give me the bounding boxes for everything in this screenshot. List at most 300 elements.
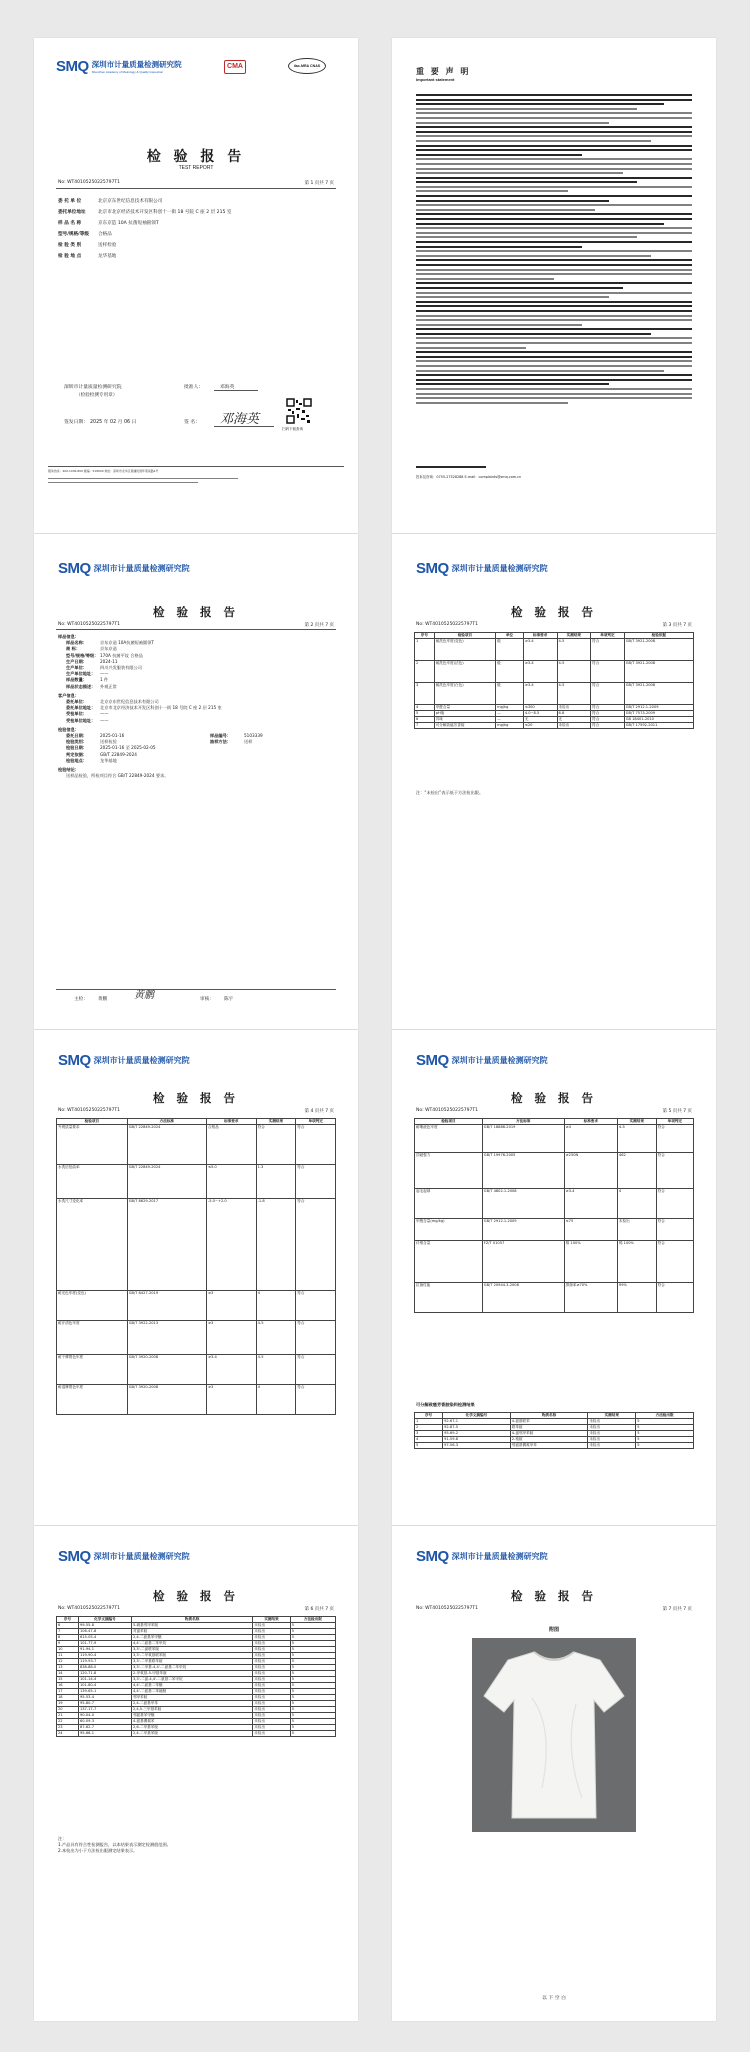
lab-seal-label: （检验检测专用章） [76, 393, 118, 398]
table-cell: ≥3-4 [523, 683, 557, 705]
table-cell: 邻氨基偶氮甲苯 [510, 1443, 588, 1449]
table-cell: 符合 [296, 1385, 336, 1415]
table-cell: GB/T 22849-2024 [127, 1165, 206, 1199]
table-cell: 5 [636, 1443, 694, 1449]
table-row [415, 1443, 694, 1449]
table-cell: GB/T 3920-2008 [127, 1385, 206, 1415]
table-cell: 4,4'-二氨基二苯甲烷 [131, 1641, 252, 1647]
table-cell: 91-59-8 [443, 1437, 511, 1443]
table-cell: 邻氨基苯甲醚 [131, 1713, 252, 1719]
table-cell: 137-17-7 [78, 1707, 131, 1713]
smq-logo-text: SMQ [56, 58, 89, 75]
org-logo: SMQ 深圳市计量质量检测研究院 [416, 560, 548, 577]
table-header-cell: 实测结果 [588, 1413, 636, 1419]
table-cell: 5 [290, 1731, 335, 1737]
table-cell: 符合 [591, 711, 625, 717]
field-value: 龙华基地 [98, 254, 117, 259]
table-cell: 3 [415, 683, 435, 705]
qr-code[interactable] [286, 398, 312, 424]
table-row [415, 1125, 694, 1153]
page-number: 第 1 页共 7 页 [304, 181, 334, 186]
table-cell: 2 [415, 661, 435, 683]
table-cell: 5 [290, 1689, 335, 1695]
table-cell: 未检出 [253, 1719, 290, 1725]
cover-fields [58, 196, 338, 262]
table-row [57, 1355, 336, 1385]
table-cell: ≤5.0 [206, 1165, 256, 1199]
table-cell: ≥3-4 [206, 1355, 256, 1385]
table-cell: 95-68-1 [78, 1731, 131, 1737]
amine-table [56, 1616, 336, 1737]
table-cell: 5-硝基邻甲苯胺 [131, 1623, 252, 1629]
table-cell: GB/T 3921-2008 [624, 683, 693, 705]
table-row [415, 1283, 694, 1313]
table-cell: 2-萘胺 [510, 1437, 588, 1443]
table-cell: 97-56-3 [443, 1443, 511, 1449]
table-cell: 4 [415, 705, 435, 711]
table-cell: 符合 [656, 1283, 693, 1313]
page-number: 第 2 页共 7 页 [304, 623, 334, 628]
table-cell: 1 [415, 1419, 443, 1425]
table-cell: ≥3-4 [523, 661, 557, 683]
table-header-cell: 单项判定 [591, 633, 625, 639]
table-cell: 未检出 [253, 1653, 290, 1659]
table-cell: 4,4'-二氨基二苯醚 [131, 1683, 252, 1689]
table-cell: 符合 [656, 1219, 693, 1241]
table-cell: 水洗尺寸变化率 [57, 1199, 128, 1291]
table-cell: 6 [415, 717, 435, 723]
table-cell: 未检出 [253, 1647, 290, 1653]
table-cell: 3,3'-二甲基联苯胺 [131, 1659, 252, 1665]
table-header-cell: 标准要求 [564, 1119, 617, 1125]
table-cell: 2,4-二氨基苯甲醚 [131, 1635, 252, 1641]
table-cell: 顶破强力 [415, 1153, 483, 1189]
table-cell: 5 [290, 1653, 335, 1659]
table-cell: 4 [256, 1291, 296, 1321]
table-cell: 未检出 [588, 1443, 636, 1449]
issue-date-label: 签发日期： [64, 420, 88, 425]
table-cell: 3,3'-二氯联苯胺 [131, 1647, 252, 1653]
table-cell: 5 [415, 1443, 443, 1449]
table-cell: 无 [557, 717, 591, 723]
table-cell: 24 [57, 1731, 79, 1737]
table-cell: 17 [57, 1689, 79, 1695]
field-value: 京东京造 10A 抗菌短袖圆领T [98, 221, 159, 226]
field-label: 检 验 类 别 [58, 243, 82, 248]
table-cell: 耐湿摩擦色牢度 [57, 1385, 128, 1415]
report-title: 检 验 报 告 [510, 1091, 597, 1105]
table-cell: ≤300 [523, 705, 557, 711]
sample-photo [472, 1638, 636, 1832]
table-cell: 5 [290, 1719, 335, 1725]
table-cell: 未检出 [253, 1689, 290, 1695]
table-cell: 耐唾液色牢度 [415, 1125, 483, 1153]
table-row [415, 1219, 694, 1241]
table-cell: 4-5 [557, 639, 591, 661]
table-cell: 23 [57, 1725, 79, 1731]
report-meta [58, 180, 334, 186]
table-cell: 5 [290, 1671, 335, 1677]
table-header-cell: 检验项目 [434, 633, 495, 639]
statement-contact: 投诉及咨询：0755-27528288 E-mail：complaints@smq.com.cn [416, 475, 522, 479]
cma-mark: CMA [224, 60, 246, 74]
results-table [414, 632, 694, 729]
prepared-name: 黄鹏 [98, 997, 108, 1002]
table-row [57, 1385, 336, 1415]
table-cell: 5 [636, 1425, 694, 1431]
table-cell: GB/T 3921-2008 [624, 639, 693, 661]
field-value: 北京市北京经济技术开发区科创十一街 18 号院 C 座 2 层 215 室 [98, 210, 232, 215]
report-title-en: TEST REPORT [178, 165, 214, 171]
table-cell: 异味 [434, 717, 495, 723]
signature: 邓海英 [220, 412, 260, 427]
table-cell: ≥250N [564, 1153, 617, 1189]
table-cell: 对氯苯胺 [131, 1629, 252, 1635]
table-cell: 99% [617, 1283, 656, 1313]
prepared-label: 主检： [74, 997, 88, 1002]
table-cell: 119-90-4 [78, 1653, 131, 1659]
table-cell: 6 [57, 1623, 79, 1629]
table-cell: -1.8 [256, 1199, 296, 1291]
sign-label: 签 名： [184, 420, 200, 425]
table-cell: 13 [57, 1665, 79, 1671]
table-cell: 未检出 [588, 1419, 636, 1425]
report-page-results-1: SMQ 深圳市计量质量检测研究院 检 验 报 告 No: WT40105250225797T1 第 3 页共 7 页 序号 检验项目 单位 标准要求 实测结果 单项判定 检验依据 1 耐洗色牢度(变色) 级 ≥3-4 4-5 符合 GB/T 3921-2008 2 耐洗色牢度(沾色) 级 ≥3-4 4-5 符合 GB/T 3921-2008 3 耐洗色牢度(白色) 级 ≥3-4 4-5 符合 GB/T 3921-2008 4 甲醛含量 mg/kg ≤300 未检出 符合 GB/T 2912.1-2009 5 pH值 — 4.0~8.5 6.8 符合 GB/T 7573-2009 6 异味 — 无 无 符合 GB 18401-2010 7 可分解致癌芳香胺 mg/kg ≤20 未检出 符合 GB/T 17592-2011 注：“未检出”表示低于方法检出限。 [392, 534, 716, 1029]
table-cell: 未检出 [253, 1731, 290, 1737]
table-header-cell: 实测结果 [256, 1119, 296, 1125]
table-cell: 合格品 [206, 1125, 256, 1165]
table-cell: 符合 [656, 1125, 693, 1153]
table-row [415, 661, 694, 683]
field-value: 合格品 [98, 232, 112, 237]
table-header-cell: 方法检出限 [290, 1617, 335, 1623]
table-cell: 无 [523, 717, 557, 723]
table-cell: 99-55-8 [78, 1623, 131, 1629]
table-cell: ≥3 [206, 1321, 256, 1355]
table-cell: GB/T 2912.1-2009 [624, 705, 693, 711]
table-cell: 4.0~8.5 [523, 711, 557, 717]
table-cell: 2,4-二氨基甲苯 [131, 1701, 252, 1707]
table-cell: 未检出 [253, 1683, 290, 1689]
table-cell: ≥4 [564, 1125, 617, 1153]
report-page-results-2: SMQ 深圳市计量质量检测研究院 检 验 报 告 No: WT40105250225797T1 第 4 页共 7 页 检验项目 方法标准 标准要求 实测结果 单项判定 外观质量要求 GB/T 22849-2024 合格品 符合 符合 水洗后扭曲率 GB/T 22849-2024 ≤5.0 1.3 符合 水洗尺寸变化率 GB/T 8629-2017 -5.0~+2.0 -1.8 符合 耐光色牢度(变色) GB/T 8427-2019 ≥3 4 符合 耐汗渍色牢度 GB/T 3922-2013 ≥3 4-5 符合 耐干摩擦色牢度 GB/T 3920-2008 ≥3-4 4-5 符合 耐湿摩擦色牢度 GB/T 3920-2008 ≥3 4 符合 [34, 1030, 358, 1525]
field-label: 检 验 地 点 [58, 254, 82, 259]
table-cell: 106-47-8 [78, 1629, 131, 1635]
table-header-cell: 序号 [57, 1617, 79, 1623]
report-title: 检 验 报 告 [510, 1589, 597, 1603]
table-row [57, 1199, 336, 1291]
prepared-signature: 黄鹏 [134, 990, 154, 1001]
table-header-cell: 化学文摘编号 [78, 1617, 131, 1623]
table-cell: 耐光色牢度(变色) [57, 1291, 128, 1321]
table-header-cell: 序号 [415, 633, 435, 639]
field-label: 样 品 名 称 [58, 221, 82, 226]
table-cell: 5 [290, 1677, 335, 1683]
table-cell: 棉 100% [564, 1241, 617, 1283]
table-cell: 101-80-4 [78, 1683, 131, 1689]
table-cell: 符合 [296, 1291, 336, 1321]
table-cell: 16 [57, 1683, 79, 1689]
table-header-cell: 检验项目 [415, 1119, 483, 1125]
table-cell: 2,4-二甲基苯胺 [131, 1731, 252, 1737]
table-cell: 15 [57, 1677, 79, 1683]
table-cell: 耐汗渍色牢度 [57, 1321, 128, 1355]
table-cell: 抗菌性能 [415, 1283, 483, 1313]
report-title: 检 验 报 告 [152, 605, 239, 619]
table-cell: 5 [290, 1725, 335, 1731]
sample-info: 样品信息： 样品名称： 京东京造 10A抗菌短袖圆领T 商 标： 京东京造 型号/规格/等级： 170A 抗菌平纹 合格品 生产日期： 2024-11 生产单位： 四川兴发服装有限公司 生产单位地址： —— 样品数量： 1 件 样品状态描述： 外观正常 客户信息： 委托单位： 北京京东世纪信息技术有限公司 委托单位地址： 北京市北京经济技术开发区科创十一街 18 号院 C 座 2 层 215 室 受检单位： —— 受检单位地址： —— 检验信息： 委托日期： 2025-01-16 样品编号： 5103339 检验类别： 送样检验 抽样方法： 送样 检验日期： 2025-01-16 至 2025-02-05 判定依据： GB/T 22849-2024 检验地点： 龙华基地 检验结论： 送样品检验，所检项目符合 GB/T 22849-2024 要求。 [58, 634, 334, 779]
table-cell: 符合 [656, 1153, 693, 1189]
table-cell: 5 [290, 1659, 335, 1665]
report-number: No: WT40105250225797T1 [58, 622, 120, 627]
table-cell: 未检出 [253, 1665, 290, 1671]
table-cell: 耐干摩擦色牢度 [57, 1355, 128, 1385]
table-cell: ≤75 [564, 1219, 617, 1241]
table-cell: 120-71-8 [78, 1671, 131, 1677]
org-logo: SMQ 深圳市计量质量检测研究院 [416, 1052, 548, 1069]
org-name-en: Shenzhen Academy of Metrology & Quality Inspection [91, 70, 164, 74]
photo-title: 附图 [548, 1627, 559, 1633]
table-cell: 未检出 [588, 1425, 636, 1431]
statement-title-en: Important statement [416, 77, 455, 82]
table-cell: 未检出 [253, 1725, 290, 1731]
table-cell: 11 [57, 1653, 79, 1659]
table-cell: 符合 [591, 717, 625, 723]
table-cell: 符合 [591, 639, 625, 661]
amine-table-title: 可分解致癌芳香胺染料检测结果 [416, 1402, 475, 1407]
table-cell: 2,6-二甲基苯胺 [131, 1725, 252, 1731]
table-header-cell: 物质名称 [131, 1617, 252, 1623]
table-cell: 90-04-0 [78, 1713, 131, 1719]
table-cell: GB/T 7573-2009 [624, 711, 693, 717]
table-cell: 耐洗色牢度(沾色) [434, 661, 495, 683]
table-cell: 18 [57, 1695, 79, 1701]
org-logo: SMQ 深圳市计量质量检测研究院 [58, 1548, 190, 1565]
table-cell: 未检出 [253, 1641, 290, 1647]
table-cell: 未检出 [588, 1437, 636, 1443]
table-cell: 2-甲氧基-5-甲基苯胺 [131, 1671, 252, 1677]
table-header-cell: 单项判定 [656, 1119, 693, 1125]
table-cell: 7 [415, 723, 435, 729]
table-cell: 9 [57, 1641, 79, 1647]
table-header-cell: 实测结果 [557, 633, 591, 639]
table-header-cell: 单位 [496, 633, 524, 639]
table-cell: 符合 [296, 1165, 336, 1199]
table-row [57, 1165, 336, 1199]
field-label: 型号/规格/等级 [58, 232, 89, 237]
table-cell: GB/T 3921-2008 [624, 661, 693, 683]
table-header-cell: 方法标准 [482, 1119, 564, 1125]
table-cell: 1.3 [256, 1165, 296, 1199]
table-cell: 未检出 [557, 705, 591, 711]
tshirt-image [472, 1638, 636, 1832]
results-table [56, 1118, 336, 1415]
table-cell: 未检出 [253, 1707, 290, 1713]
table-cell: 符合 [656, 1241, 693, 1283]
table-cell: 5 [290, 1713, 335, 1719]
table-cell: 60-09-3 [78, 1719, 131, 1725]
table-cell: pH值 [434, 711, 495, 717]
table-cell: 外观质量要求 [57, 1125, 128, 1165]
table-cell: 5 [290, 1707, 335, 1713]
table-cell: 5 [290, 1665, 335, 1671]
table-cell: GB/T 4802.1-2008 [482, 1189, 564, 1219]
table-cell: GB/T 18886-2019 [482, 1125, 564, 1153]
table-cell: ≥3 [206, 1385, 256, 1415]
table-cell: 4-5 [557, 661, 591, 683]
table-cell: 未检出 [253, 1671, 290, 1677]
table-cell: 4-5 [557, 683, 591, 705]
table-cell: 4-氨基偶氮苯 [131, 1719, 252, 1725]
table-cell: 119-93-7 [78, 1659, 131, 1665]
report-page-results-3: SMQ 深圳市计量质量检测研究院 检 验 报 告 No: WT40105250225797T1 第 5 页共 7 页 检验项目 方法标准 标准要求 实测结果 单项判定 耐唾液色牢度 GB/T 18886-2019 ≥4 4-5 符合 顶破强力 GB/T 19976-2005 ≥250N 462 符合 起毛起球 GB/T 4802.1-2008 ≥3-4 4 符合 甲醛含量(mg/kg) GB/T 2912.1-2009 ≤75 未检出 符合 纤维含量 FZ/T 01057 棉 100% 棉 100% 符合 抗菌性能 GB/T 20944.3-2008 抑菌率≥70% 99% 符合 可分解致癌芳香胺染料检测结果 序号 化学文摘编号 物质名称 实测结果 方法检出限 1 92-67-1 4-氨基联苯 未检出 5 2 92-87-5 联苯胺 未检出 5 3 95-69-2 4-氯邻甲苯胺 未检出 5 4 91-59-8 2-萘胺 未检出 5 5 97-56-3 邻氨基偶氮甲苯 未检出 5 [392, 1030, 716, 1525]
lab-name: 深圳市计量质量检测研究院 [64, 385, 122, 390]
table-cell: 邻甲苯胺 [131, 1695, 252, 1701]
table-cell: 符合 [296, 1125, 336, 1165]
table-cell: 未检出 [253, 1701, 290, 1707]
table-cell: mg/kg [496, 723, 524, 729]
table-cell: 级 [496, 683, 524, 705]
qr-caption: 扫码下载查询 [282, 427, 303, 431]
table-cell: 4-5 [617, 1125, 656, 1153]
table-cell: 5 [636, 1437, 694, 1443]
table-cell: 5 [290, 1635, 335, 1641]
table-header-cell: 标准要求 [206, 1119, 256, 1125]
approver-label: 批准人： [184, 385, 204, 390]
table-cell: 5 [290, 1623, 335, 1629]
table-cell: 101-14-4 [78, 1677, 131, 1683]
table-row [57, 1125, 336, 1165]
table-cell: 甲醛含量 [434, 705, 495, 711]
org-logo: SMQ 深圳市计量质量检测研究院 [58, 560, 190, 577]
report-page-results-4: SMQ 深圳市计量质量检测研究院 检 验 报 告 No: WT40105250225797T1 第 6 页共 7 页 序号 化学文摘编号 物质名称 实测结果 方法检出限 6 99-55-8 5-硝基邻甲苯胺 未检出 5 7 106-47-8 对氯苯胺 未检出 5 8 615-05-4 2,4-二氨基苯甲醚 未检出 5 9 101-77-9 4,4'-二氨基二苯甲烷 未检出 5 10 91-94-1 3,3'-二氯联苯胺 未检出 5 11 119-90-4 3,3'-二甲氧基联苯胺 未检出 5 12 119-93-7 3,3'-二甲基联苯胺 未检出 5 13 838-88-0 3,3'-二甲基-4,4'-二氨基二苯甲烷 未检出 5 14 120-71-8 2-甲氧基-5-甲基苯胺 未检出 5 15 101-14-4 3,3'-二氯-4,4'-二氨基二苯甲烷 未检出 5 16 101-80-4 4,4'-二氨基二苯醚 未检出 5 17 139-65-1 4,4'-二氨基二苯硫醚 未检出 5 18 95-53-4 邻甲苯胺 未检出 5 19 95-80-7 2,4-二氨基甲苯 未检出 5 20 137-17-7 2,4,5-三甲基苯胺 未检出 5 21 90-04-0 邻氨基苯甲醚 未检出 5 22 60-09-3 4-氨基偶氮苯 未检出 5 23 87-62-7 2,6-二甲基苯胺 未检出 5 24 95-68-1 2,4-二甲基苯胺 未检出 5 注： 1.产品具有符合性检测报告，以本结果表示测定检测值范围。 2.本检出为小于方法检出限测定结果表示。 [34, 1526, 358, 2021]
table-cell: 91-94-1 [78, 1647, 131, 1653]
table-cell: 14 [57, 1671, 79, 1677]
table-cell: 2,4,5-三甲基苯胺 [131, 1707, 252, 1713]
results-table [414, 1118, 694, 1313]
table-cell: 139-65-1 [78, 1689, 131, 1695]
table-cell: 95-80-7 [78, 1701, 131, 1707]
table-cell: 5 [290, 1695, 335, 1701]
field-label: 委托单位地址 [58, 210, 86, 215]
table-notes: 注：“未检出”表示低于方法检出限。 [416, 790, 484, 795]
table-cell: 4-5 [256, 1355, 296, 1385]
table-header-cell: 物质名称 [510, 1413, 588, 1419]
table-cell: GB/T 20944.3-2008 [482, 1283, 564, 1313]
table-cell: 5 [415, 711, 435, 717]
field-value: 送样检验 [98, 243, 117, 248]
table-cell: 4 [256, 1385, 296, 1415]
table-cell: 联苯胺 [510, 1425, 588, 1431]
table-header-cell: 化学文摘编号 [443, 1413, 511, 1419]
table-cell: 符合 [256, 1125, 296, 1165]
conclusion-text: 送样品检验，所检项目符合 GB/T 22849-2024 要求。 [66, 773, 169, 779]
table-cell: FZ/T 01057 [482, 1241, 564, 1283]
org-logo: SMQ 深圳市计量质量检测研究院 [416, 1548, 548, 1565]
table-header-cell: 序号 [415, 1413, 443, 1419]
table-row [415, 639, 694, 661]
field-label: 委 托 单 位 [58, 199, 82, 204]
table-cell: 1 [415, 639, 435, 661]
table-row [57, 1731, 336, 1737]
table-cell: 4-5 [256, 1321, 296, 1355]
table-cell: 符合 [656, 1189, 693, 1219]
statement-body [416, 94, 692, 406]
table-cell: GB/T 3920-2008 [127, 1355, 206, 1385]
org-logo: SMQ 深圳市计量质量检测研究院 [58, 1052, 190, 1069]
table-row [57, 1291, 336, 1321]
table-header-cell: 单项判定 [296, 1119, 336, 1125]
ilac-cnas-mark: ilac-MRA CNAS [288, 58, 326, 74]
table-cell: 未检出 [253, 1695, 290, 1701]
table-cell: 符合 [296, 1199, 336, 1291]
table-cell: 5 [636, 1431, 694, 1437]
table-cell: 4,4'-二氨基二苯硫醚 [131, 1689, 252, 1695]
report-page-photo: SMQ 深圳市计量质量检测研究院 检 验 报 告 No: WT40105250225797T1 第 7 页共 7 页 附图 以 下 空 白 [392, 1526, 716, 2021]
org-name: 深圳市计量质量检测研究院 [91, 60, 182, 69]
approver-name: 邓海英 [220, 385, 235, 390]
table-cell: 12 [57, 1659, 79, 1665]
table-row [415, 1189, 694, 1219]
checked-label: 审核： [200, 997, 214, 1002]
table-cell: 符合 [591, 705, 625, 711]
table-cell: ≥3-4 [564, 1189, 617, 1219]
table-cell: 未检出 [617, 1219, 656, 1241]
report-page-cover [34, 38, 358, 533]
table-cell: 4-氯邻甲苯胺 [510, 1431, 588, 1437]
statement-title: 重 要 声 明 [416, 67, 471, 76]
table-cell: mg/kg [496, 705, 524, 711]
table-cell: 水洗后扭曲率 [57, 1165, 128, 1199]
table-cell: 符合 [591, 661, 625, 683]
table-cell: — [496, 711, 524, 717]
table-cell: GB/T 19976-2005 [482, 1153, 564, 1189]
table-cell: — [496, 717, 524, 723]
table-cell: 未检出 [253, 1623, 290, 1629]
table-cell: 起毛起球 [415, 1189, 483, 1219]
table-cell: 抑菌率≥70% [564, 1283, 617, 1313]
table-header-cell: 检验依据 [624, 633, 693, 639]
table-cell: 462 [617, 1153, 656, 1189]
table-cell: 95-53-4 [78, 1695, 131, 1701]
table-cell: 22 [57, 1719, 79, 1725]
table-cell: 19 [57, 1701, 79, 1707]
report-title: 检 验 报 告 [146, 149, 246, 165]
table-cell: 92-67-1 [443, 1419, 511, 1425]
table-row [57, 1321, 336, 1355]
issue-date: 2025 年 02 月 06 日 [90, 420, 137, 425]
table-cell: GB 18401-2010 [624, 717, 693, 723]
table-cell: 4-氨基联苯 [510, 1419, 588, 1425]
table-cell: 耐洗色牢度(白色) [434, 683, 495, 705]
table-cell: 615-05-4 [78, 1635, 131, 1641]
table-cell: 未检出 [253, 1677, 290, 1683]
report-title: 检 验 报 告 [152, 1589, 239, 1603]
table-cell: 符合 [591, 723, 625, 729]
table-row [415, 723, 694, 729]
table-cell: 级 [496, 661, 524, 683]
table-cell: ≤20 [523, 723, 557, 729]
table-cell: 未检出 [557, 723, 591, 729]
table-cell: ≥3 [206, 1291, 256, 1321]
table-cell: 纤维含量 [415, 1241, 483, 1283]
table-row [415, 1241, 694, 1283]
table-cell: 10 [57, 1647, 79, 1653]
table-cell: 未检出 [253, 1629, 290, 1635]
table-cell: 21 [57, 1713, 79, 1719]
table-cell: 5 [290, 1683, 335, 1689]
table-row [415, 1153, 694, 1189]
